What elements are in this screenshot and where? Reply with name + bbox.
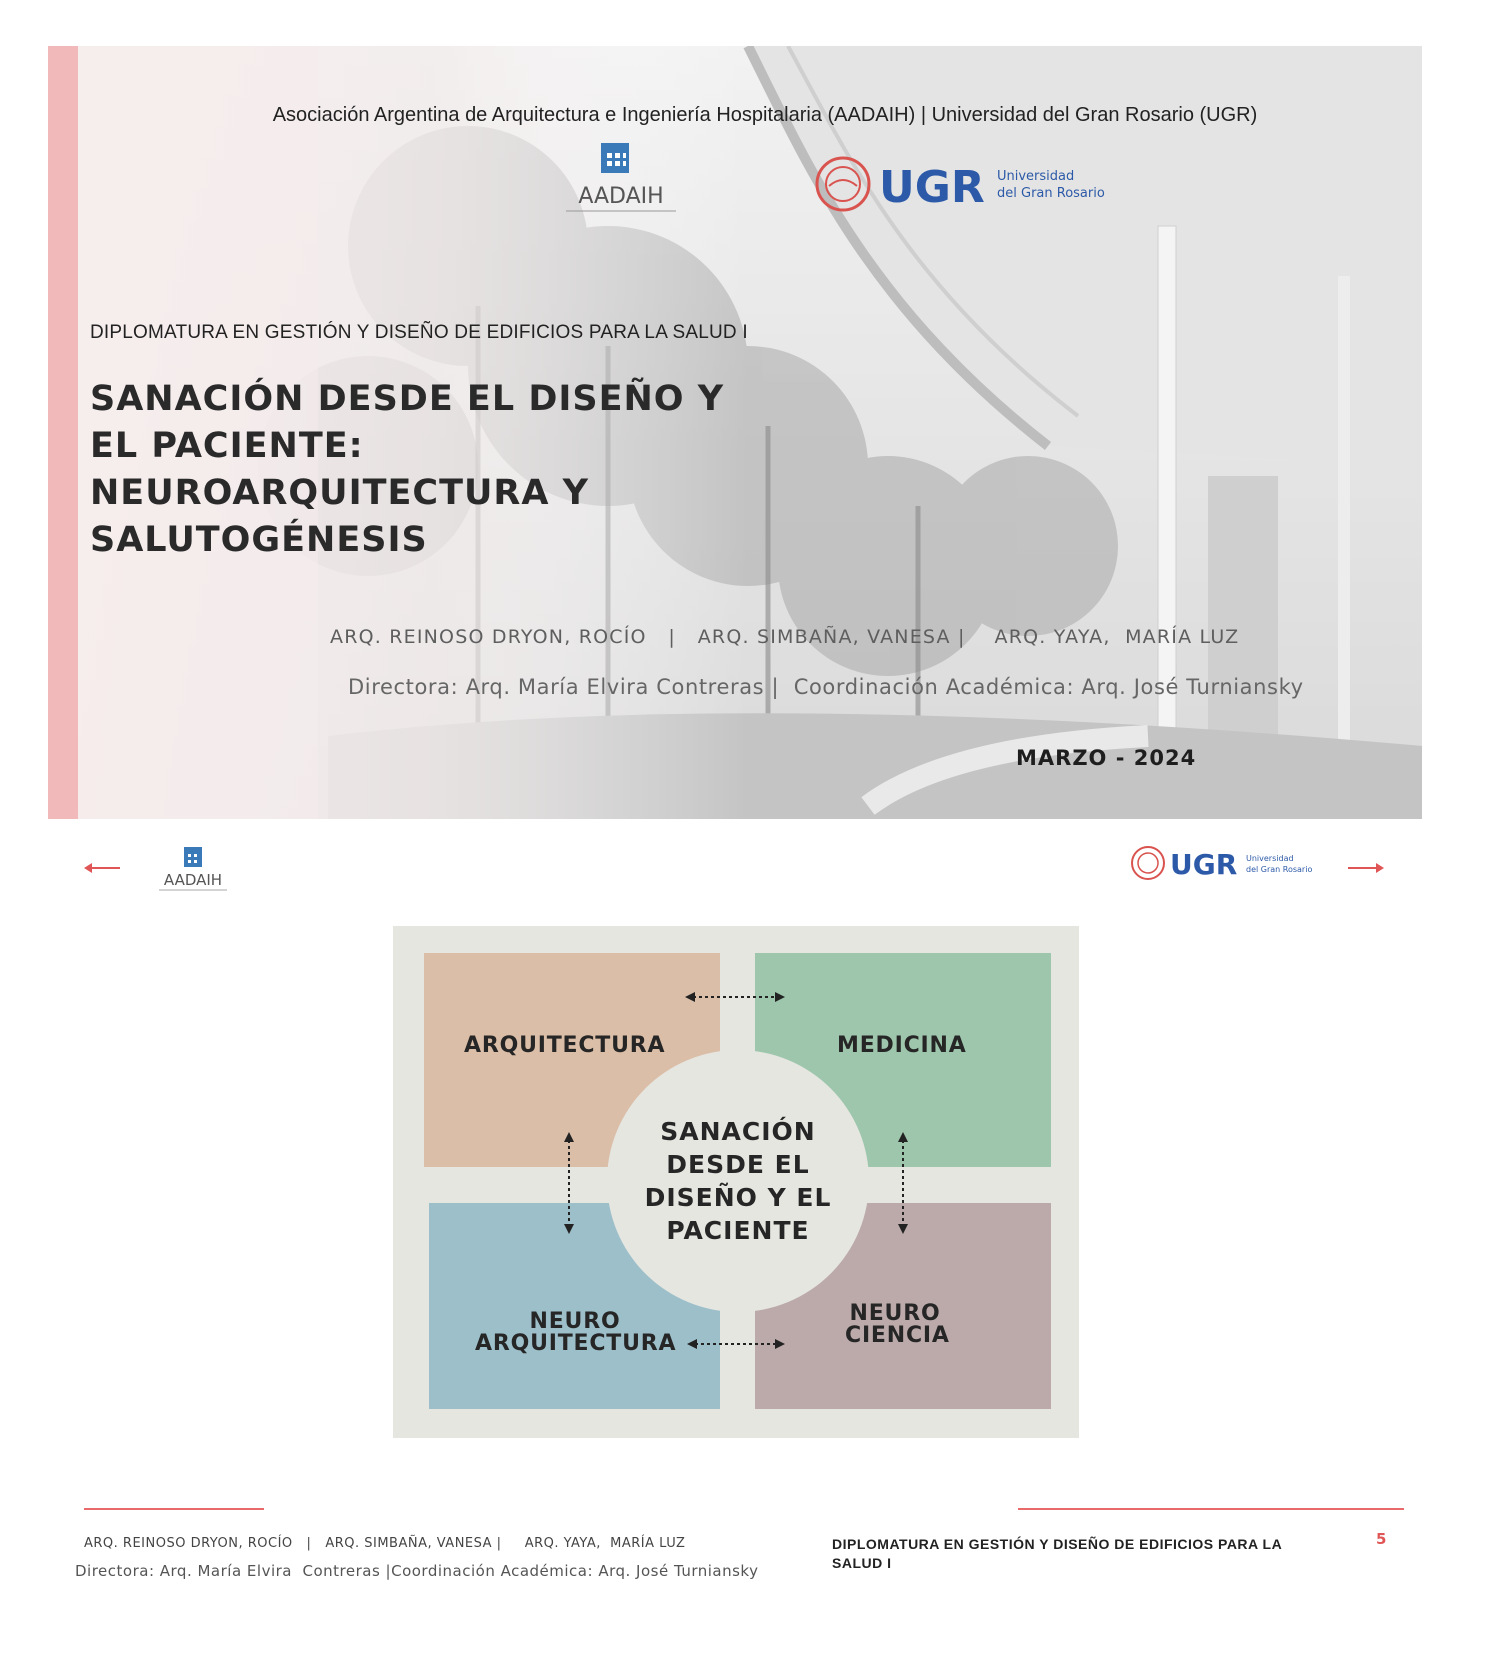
cover-accent-stripe xyxy=(48,46,78,819)
ugr-logo-text: UGR xyxy=(879,162,985,213)
academic-direction: Directora: Arq. María Elvira Contreras | Coordinación Académica: Arq. José Turniansky xyxy=(348,675,1304,699)
title-line: SANACIÓN DESDE EL DISEÑO Y xyxy=(90,379,725,419)
aadaih-logo-text: AADAIH xyxy=(578,184,664,209)
ugr-logo-sub-2: del Gran Rosario xyxy=(997,186,1105,201)
header-aadaih-logo-text: AADAIH xyxy=(163,871,223,889)
arrow-head-icon xyxy=(564,1132,574,1142)
presentation-title xyxy=(90,376,750,564)
header-ugr-logo xyxy=(1130,843,1330,883)
quadrant-label-line: ARQUITECTURA xyxy=(475,1331,677,1356)
arrow-head-icon xyxy=(775,1339,785,1349)
header-aadaih-logo xyxy=(153,845,233,895)
ugr-logo xyxy=(813,152,1133,216)
aadaih-logo xyxy=(556,141,686,221)
authors: ARQ. REINOSO DRYON, ROCÍO | ARQ. SIMBAÑA, VANESA | ARQ. YAYA, MARÍA LUZ xyxy=(330,626,1240,648)
ugr-logo-sub-1: Universidad xyxy=(997,169,1075,184)
arrow-head-icon xyxy=(898,1132,908,1142)
program-name: DIPLOMATURA EN GESTIÓN Y DISEÑO DE EDIFICIOS PARA LA SALUD I xyxy=(90,322,748,343)
footer-authors: ARQ. REINOSO DRYON, ROCÍO | ARQ. SIMBAÑA, VANESA | ARQ. YAYA, MARÍA LUZ xyxy=(84,1536,686,1551)
organizations-line: Asociación Argentina de Arquitectura e Ingeniería Hospitalaria (AADAIH) | Universidad del Gran Rosario (UGR) xyxy=(272,104,1258,126)
footer-program-name: DIPLOMATURA EN GESTIÓN Y DISEÑO DE EDIFICIOS PARA LA SALUD I xyxy=(832,1536,1282,1571)
title-line: NEUROARQUITECTURA Y xyxy=(90,473,589,513)
header-ugr-sub-2: del Gran Rosario xyxy=(1246,865,1313,874)
quadrant-label-line: NEURO xyxy=(529,1309,621,1334)
footer-right-rule xyxy=(1018,1508,1404,1510)
relationship-arrows xyxy=(393,926,1079,1438)
center-concept: SANACIÓN DESDE EL DISEÑO Y EL PACIENTE xyxy=(644,1117,832,1245)
quadrant-label: ARQUITECTURA xyxy=(464,1033,666,1058)
quadrant-label-line: NEURO xyxy=(849,1301,941,1326)
title-line: SALUTOGÉNESIS xyxy=(90,520,428,560)
title-line: EL PACIENTE: xyxy=(90,426,364,466)
footer-academic-direction: Directora: Arq. María Elvira Contreras |Coordinación Académica: Arq. José Turniansky xyxy=(75,1562,759,1580)
quadrant-label-line: CIENCIA xyxy=(845,1323,950,1348)
header-ugr-logo-text: UGR xyxy=(1170,848,1238,881)
page-number: 5 xyxy=(1376,1530,1387,1548)
arrow-head-icon xyxy=(775,992,785,1002)
arrow-head-icon xyxy=(564,1224,574,1234)
arrow-head-icon xyxy=(898,1224,908,1234)
footer-left-rule xyxy=(84,1508,264,1510)
header-ugr-sub-1: Universidad xyxy=(1246,854,1294,863)
previous-page-arrow-icon[interactable] xyxy=(82,858,122,878)
presentation-date: MARZO - 2024 xyxy=(1016,746,1197,770)
quadrant-label: MEDICINA xyxy=(837,1033,967,1058)
arrow-head-icon xyxy=(687,1339,697,1349)
arrow-head-icon xyxy=(685,992,695,1002)
next-page-arrow-icon[interactable] xyxy=(1346,858,1386,878)
healing-design-diagram xyxy=(393,926,1079,1438)
cover-slide xyxy=(48,46,1422,819)
